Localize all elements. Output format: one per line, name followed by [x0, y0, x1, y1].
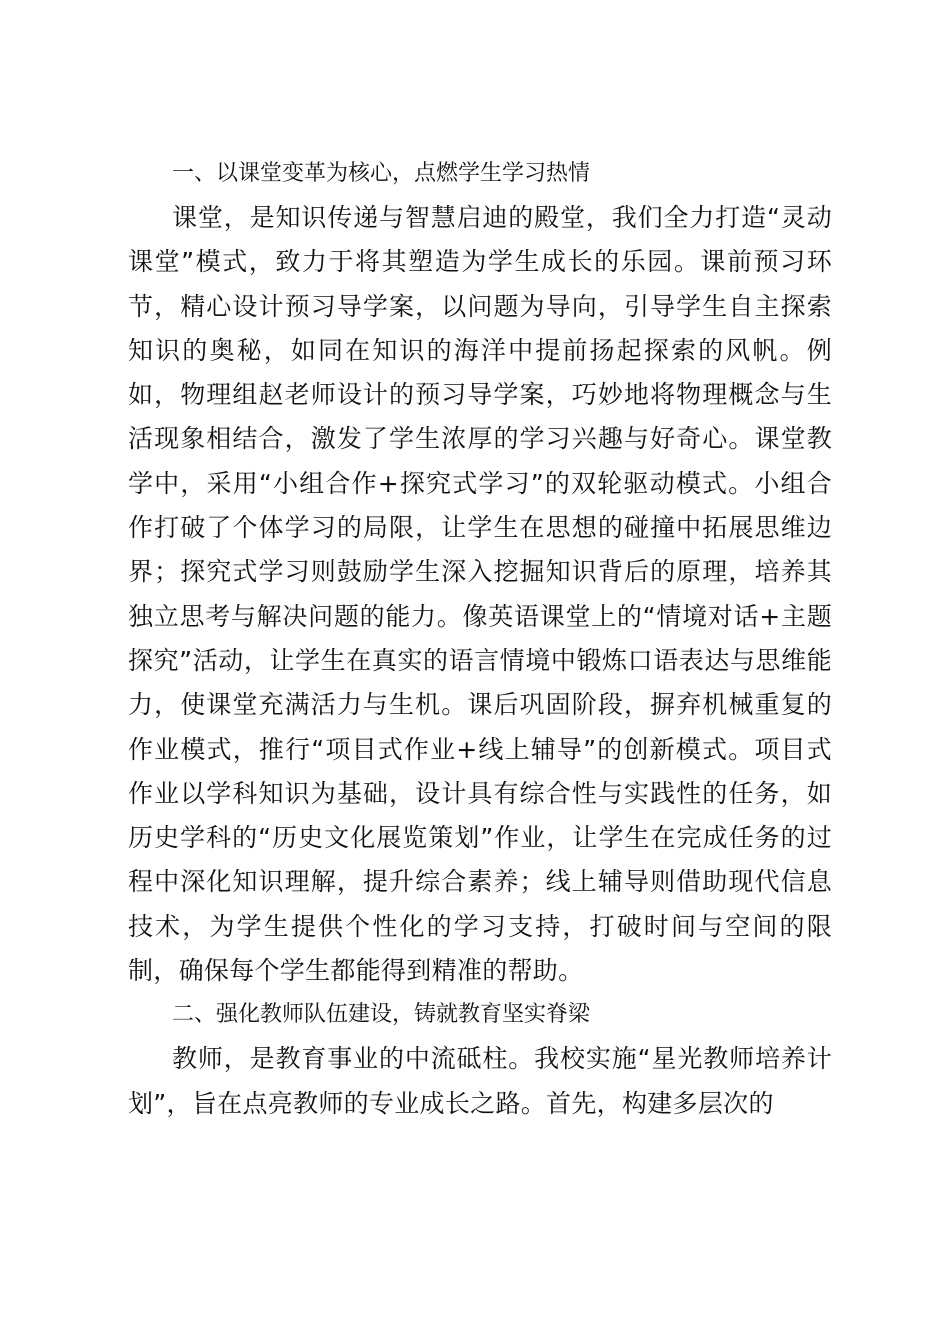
section-1-heading: 一、以课堂变革为核心，点燃学生学习热情: [172, 161, 591, 186]
section-2-paragraph: 教师，是教育事业的中流砥柱。我校实施“星光教师培养计划”，旨在点亮教师的专业成长之路。首先，构建多层次的: [128, 1044, 832, 1118]
section-2-heading: 二、强化教师队伍建设，铸就教育坚实脊梁: [172, 1002, 591, 1028]
section-1-paragraph: 课堂，是知识传递与智慧启迪的殿堂，我们全力打造“灵动课堂”模式，致力于将其塑造为学生成长的乐园。课前预习环节，精心设计预习导学案，以问题为导向，引导学生自主探索知识的奥秘，如同在知识的海洋中提前扬起探索的风帆。例如，物理组赵老师设计的预习导学案，巧妙地将物理概念与生活现象相结合，激发了学生浓厚的学习兴趣与好奇心。课堂教学中，采用“小组合作+探究式学习”的双轮驱动模式。小组合作打破了个体学习的局限，让学生在思想的碰撞中拓展思维边界；探究式学习则鼓励学生深入挖掘知识背后的原理，培养其独立思考与解决问题的能力。像英语课堂上的“情境对话+主题探究”活动，让学生在真实的语言情境中锻炼口语表达与思维能力，使课堂充满活力与生机。课后巩固阶段，摒弃机械重复的作业模式，推行“项目式作业+线上辅导”的创新模式。项目式作业以学科知识为基础，设计具有综合性与实践性的任务，如历史学科的“历史文化展览策划”作业，让学生在完成任务的过程中深化知识理解，提升综合素养；线上辅导则借助现代信息技术，为学生提供个性化的学习支持，打破时间与空间的限制，确保每个学生都能得到精准的帮助。: [128, 203, 832, 986]
document-body: [128, 152, 832, 1126]
